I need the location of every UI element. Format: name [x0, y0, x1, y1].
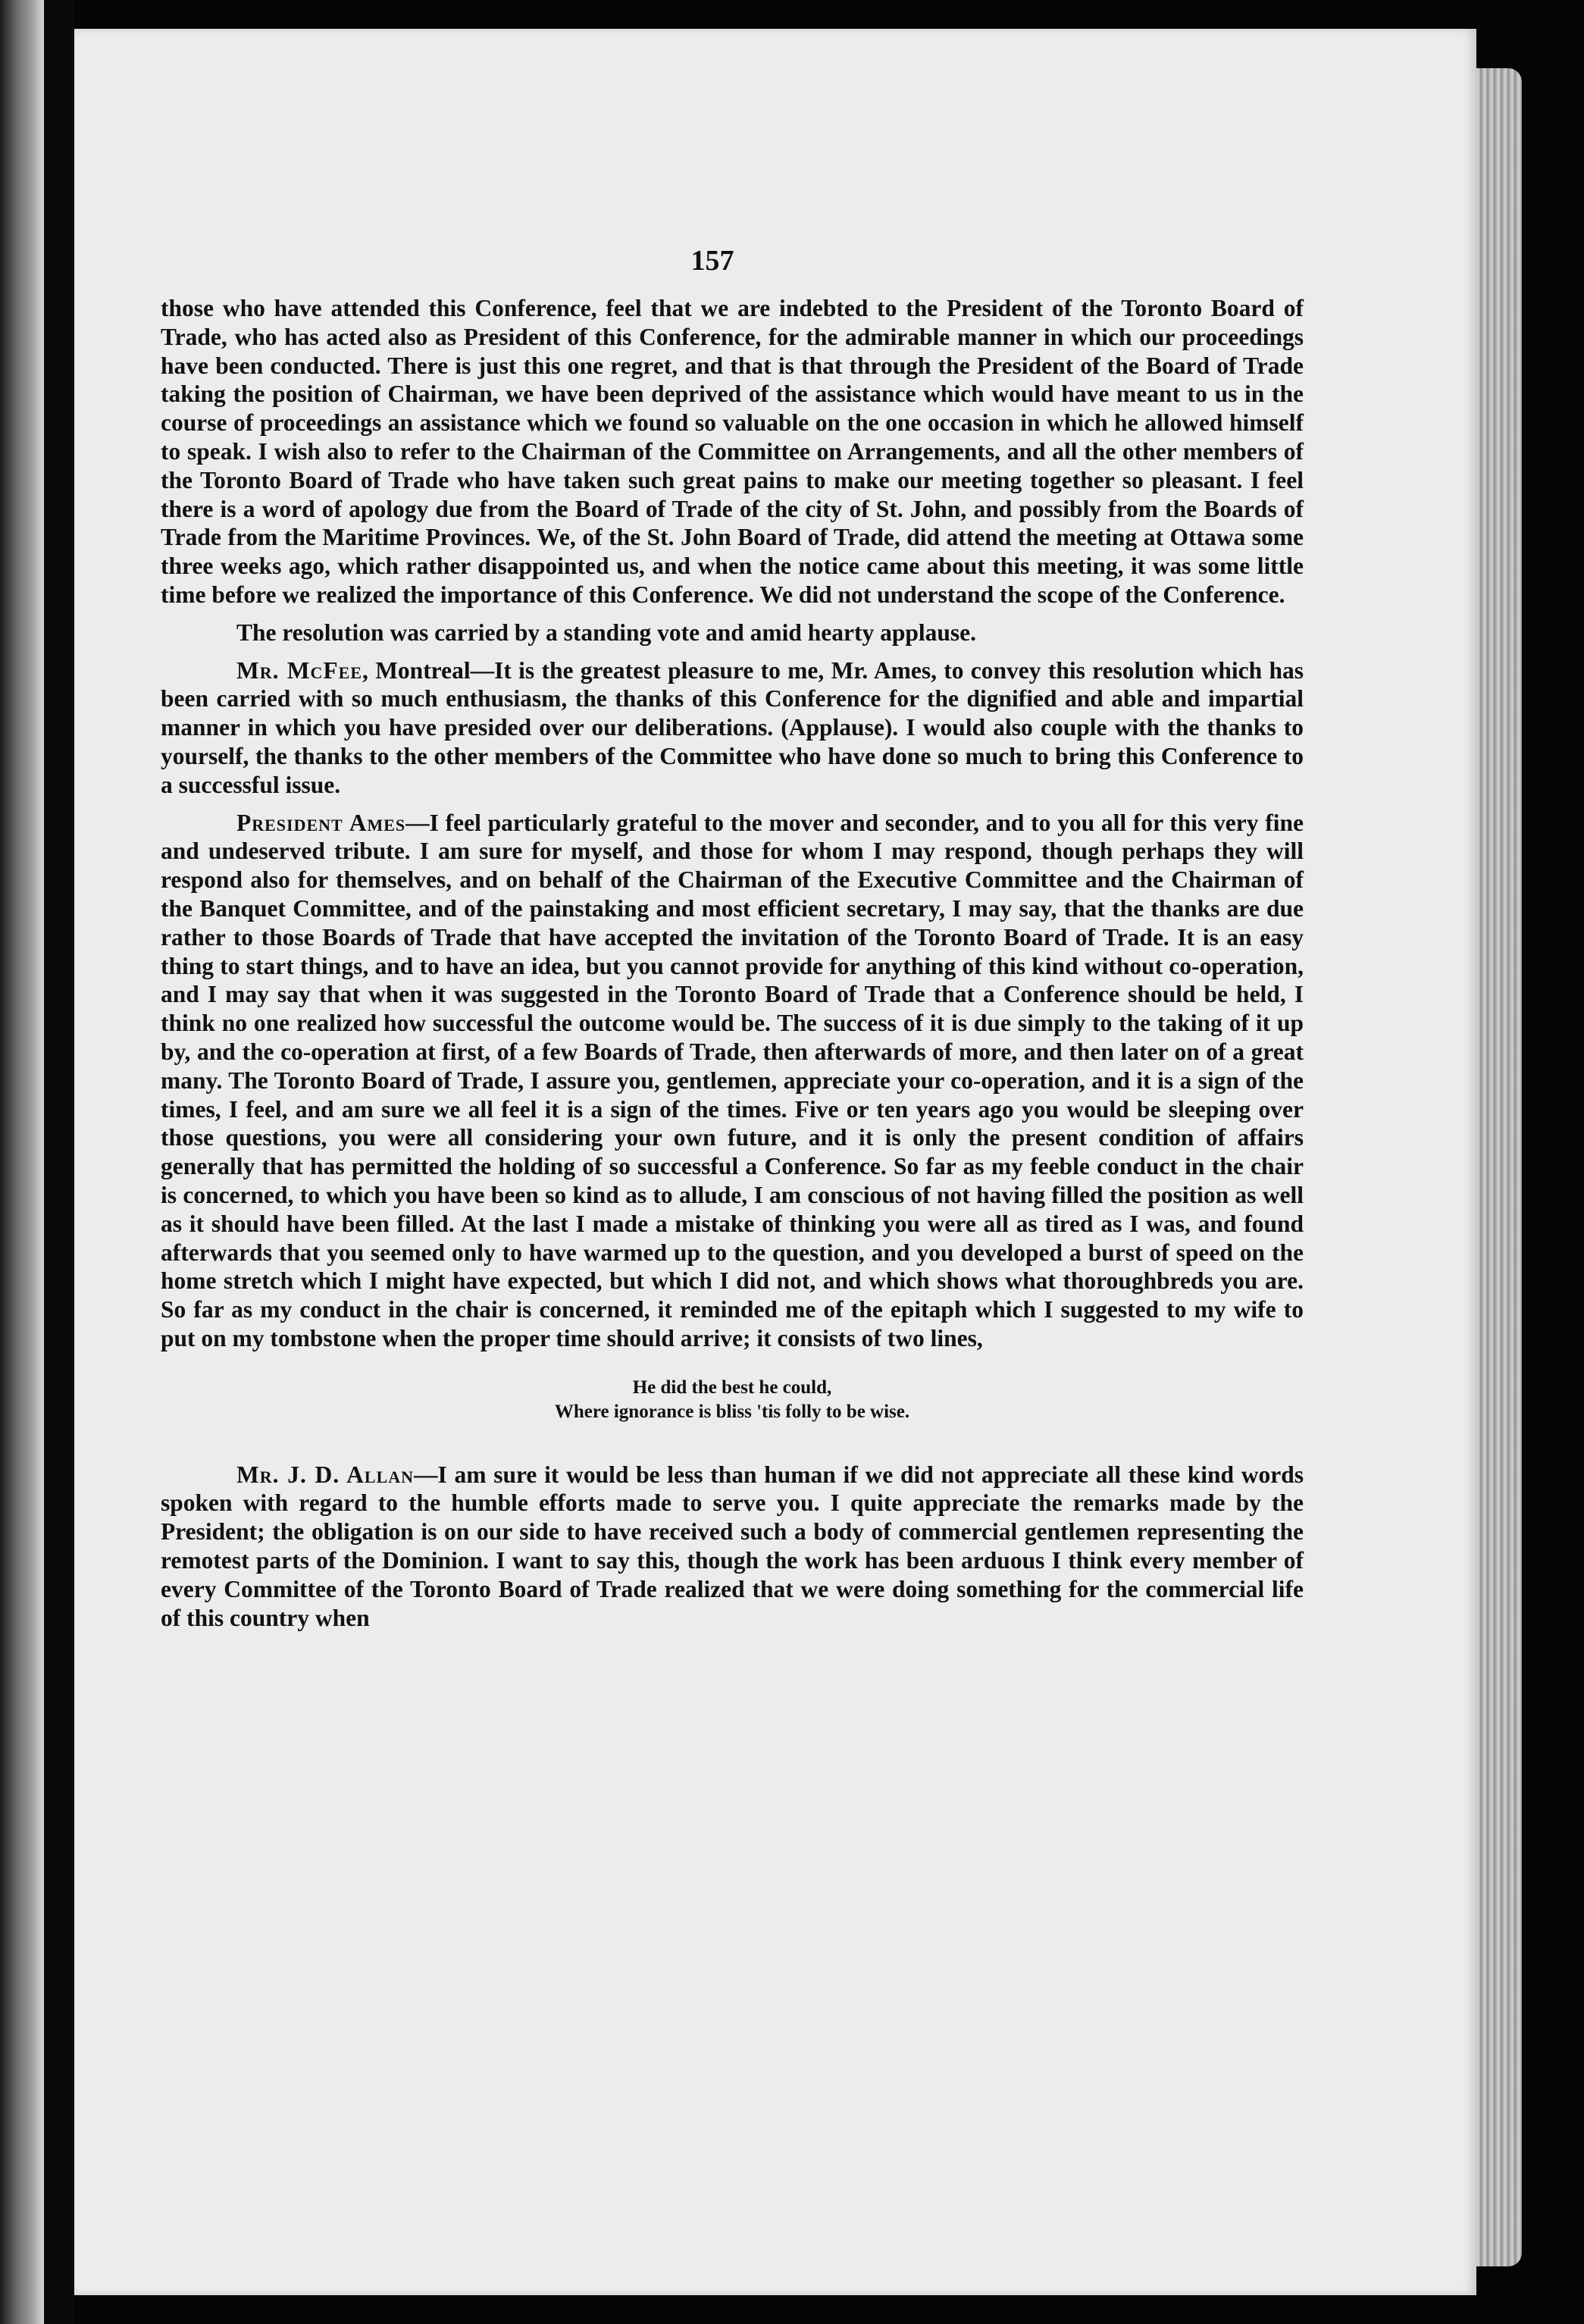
speech-mcfee: , Montreal—It is the greatest pleasure to me, Mr. Ames, to convey this resolution which has been carried with so much enthusiasm, the thanks of this Conference for the dignified and able and impartial manner in which you have presided over our deliberations. (Applause). I would also couple with the thanks to yourself, the thanks to the other members of the Committee who have done so much to bring this Conference to a successful issue. — [161, 656, 1304, 798]
paragraph-mcfee — [161, 656, 1304, 800]
page-body — [161, 294, 1304, 1632]
speaker-ames: President Ames — [236, 809, 406, 836]
verse-line-1: He did the best he could, — [632, 1377, 832, 1398]
verse-line-2: Where ignorance is bliss 'tis folly to be wise. — [554, 1401, 910, 1422]
speech-allan: —I am sure it would be less than human if we did not appreciate all these kind words spoken with regard to the humble efforts made to serve you. I quite appreciate the remarks made by the President; the obligation is on our side to have received such a body of commercial gentlemen representing the remotest parts of the Dominion. I want to say this, though the work has been arduous I think every member of every Committee of the Toronto Board of Trade realized that we were doing something for the commercial life of this country when — [161, 1461, 1304, 1631]
page-stack-edge — [1476, 68, 1522, 2266]
paragraph-continuation: those who have attended this Conference, feel that we are indebted to the President of the Toronto Board of Trade, who has acted also as President of this Conference, for the admirable manner in which our proceedings have been conducted. There is just this one regret, and that is that through the President of the Board of Trade taking the position of Chairman, we have been deprived of the assistance which would have meant to us in the course of proceedings an assistance which we found so valuable on the one occasion in which he allowed himself to speak. I wish also to refer to the Chairman of the Committee on Arrangements, and all the other members of the Toronto Board of Trade who have taken such great pains to make our meeting together so pleasant. I feel there is a word of apology due from the Board of Trade of the city of St. John, and possibly from the Boards of Trade from the Maritime Provinces. We, of the St. John Board of Trade, did attend the meeting at Ottawa some three weeks ago, which rather disappointed us, and when the notice came about this meeting, it was some little time before we realized the importance of this Conference. We did not understand the scope of the Conference. — [161, 295, 1304, 608]
speaker-allan: Mr. J. D. Allan — [236, 1461, 415, 1488]
page-number: 157 — [690, 245, 734, 277]
facing-page-edge — [0, 0, 44, 2324]
epitaph-verse — [161, 1376, 1304, 1424]
speaker-mcfee: Mr. McFee — [236, 656, 363, 684]
paragraph-ames — [161, 809, 1304, 1353]
book-spine — [44, 0, 74, 2324]
paragraph-resolution: The resolution was carried by a standing vote and amid hearty applause. — [236, 619, 977, 646]
speech-ames: —I feel particularly grateful to the mover and seconder, and to you all for this very fine and undeserved tribute. I am sure for myself, and those for whom I may respond, though perhaps they will respond also for themselves, and on behalf of the Chairman of the Executive Committee and the Chairman of the Banquet Committee, and of the painstaking and most efficient secretary, I may say, that the thanks are due rather to those Boards of Trade that have accepted the invitation of the Toronto Board of Trade. It is an easy thing to start things, and to have an idea, but you cannot provide for anything of this kind without co-operation, and I may say that when it was suggested in the Toronto Board of Trade that a Conference should be held, I think no one realized how successful the outcome would be. The success of it is due simply to the taking of it up by, and the co-operation at first, of a few Boards of Trade, then afterwards of more, and then later on of a great many. The Toronto Board of Trade, I assure you, gentlemen, appreciate your co-operation, and it is a sign of the times, I feel, and am sure we all feel it is a sign of the times. Five or ten years ago you would be sleeping over those questions, you were all considering your own future, and it is only the present condition of affairs generally that has permitted the holding of so successful a Conference. So far as my feeble conduct in the chair is concerned, to which you have been so kind as to allude, I am conscious of not having filled the position as well as it should have been filled. At the last I made a mistake of thinking you were all as tired as I was, and found afterwards that you seemed only to have warmed up to the question, and you developed a burst of speed on the home stretch which I might have expected, but which I did not, and which shows what thoroughbreds you are. So far as my conduct in the chair is concerned, it reminded me of the epitaph which I suggested to my wife to put on my tombstone when the proper time should arrive; it consists of two lines, — [161, 809, 1304, 1351]
paragraph-allan — [161, 1461, 1304, 1633]
